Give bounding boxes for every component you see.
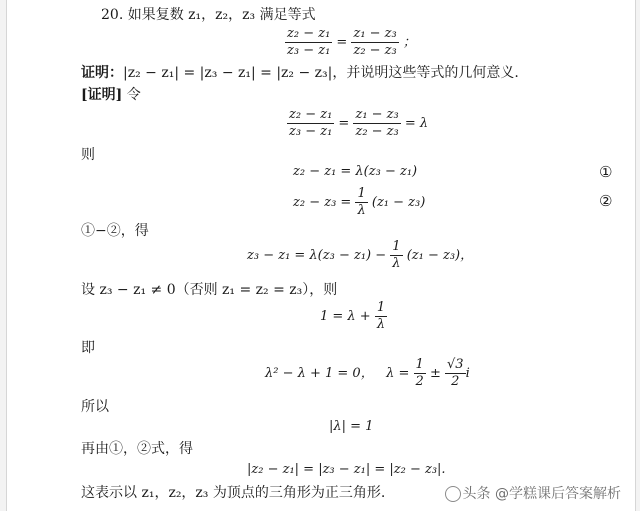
equation-2-tag: ② [599, 192, 613, 210]
textbook-page [6, 0, 636, 511]
given-equation: $\frac{\text{z₂ − z₁}}{\text{z₃ − z₁}}$ = $\frac{\text{z₁ − z₃}}{\text{z₂ − z₃}}$ ； [287, 26, 416, 58]
again-line: 再由①，②式，得 [81, 441, 193, 457]
assumption-line: 设 z₃ − z₁ ≠ 0（否则 z₁ = z₂ = z₃），则 [81, 282, 338, 298]
problem-stem: 如果复数 z₁，z₂，z₃ 满足等式 [127, 7, 316, 23]
equation-3: z₃ − z₁ = λ(z₃ − z₁) − $\frac{1}{\lambda}$ (z₁ − z₃)， [247, 239, 474, 271]
equation-6: |λ| = 1 [329, 419, 374, 434]
prove-label: 证明： [81, 65, 123, 81]
equation-7: |z₂ − z₁| = |z₃ − z₁| = |z₂ − z₃|. [247, 462, 446, 477]
problem-line [101, 6, 316, 24]
equation-1: z₂ − z₁ = λ(z₃ − z₁) [293, 164, 418, 179]
conclusion-line: 这表示以 z₁，z₂，z₃ 为顶点的三角形为正三角形. [81, 485, 386, 501]
proof-let: 令 [126, 87, 141, 103]
prove-statement [81, 64, 519, 82]
watermark-text: 头条 @学糕课后答案解析 [462, 486, 621, 502]
therefore-label: 所以 [81, 399, 109, 415]
equation-2: z₂ − z₃ = $\frac{1}{\lambda}$ (z₁ − z₃) [293, 186, 426, 218]
given-fraction-left: $\frac{\text{z₂ − z₁}}{\text{z₃ − z₁}}$ [287, 26, 331, 58]
watermark-icon [445, 486, 461, 502]
namely-label: 即 [81, 340, 95, 356]
proof-heading: [证明] [81, 87, 123, 103]
subtract-step: ①−②，得 [81, 223, 149, 239]
given-fraction-right: $\frac{\text{z₁ − z₃}}{\text{z₂ − z₃}}$ [353, 26, 397, 58]
watermark [443, 483, 621, 503]
equation-5: λ² − λ + 1 = 0， λ = $\frac{1}{2}$ ± $\frac{√3}{2}$ i [265, 357, 470, 389]
lambda-definition: $\frac{\text{z₂ − z₁}}{\text{z₃ − z₁}}$ = $\frac{\text{z₁ − z₃}}{\text{z₂ − z₃}}$ = λ [289, 107, 429, 139]
then-label: 则 [81, 147, 95, 163]
equation-4: 1 = λ + $\frac{1}{\lambda}$ [320, 300, 386, 332]
equation-1-tag: ① [599, 163, 613, 181]
prove-text: |z₂ − z₁| = |z₃ − z₁| = |z₂ − z₃|，并说明这些等式的几何意义. [123, 65, 519, 81]
problem-number: 20. [101, 7, 124, 23]
proof-heading-line [81, 86, 141, 104]
